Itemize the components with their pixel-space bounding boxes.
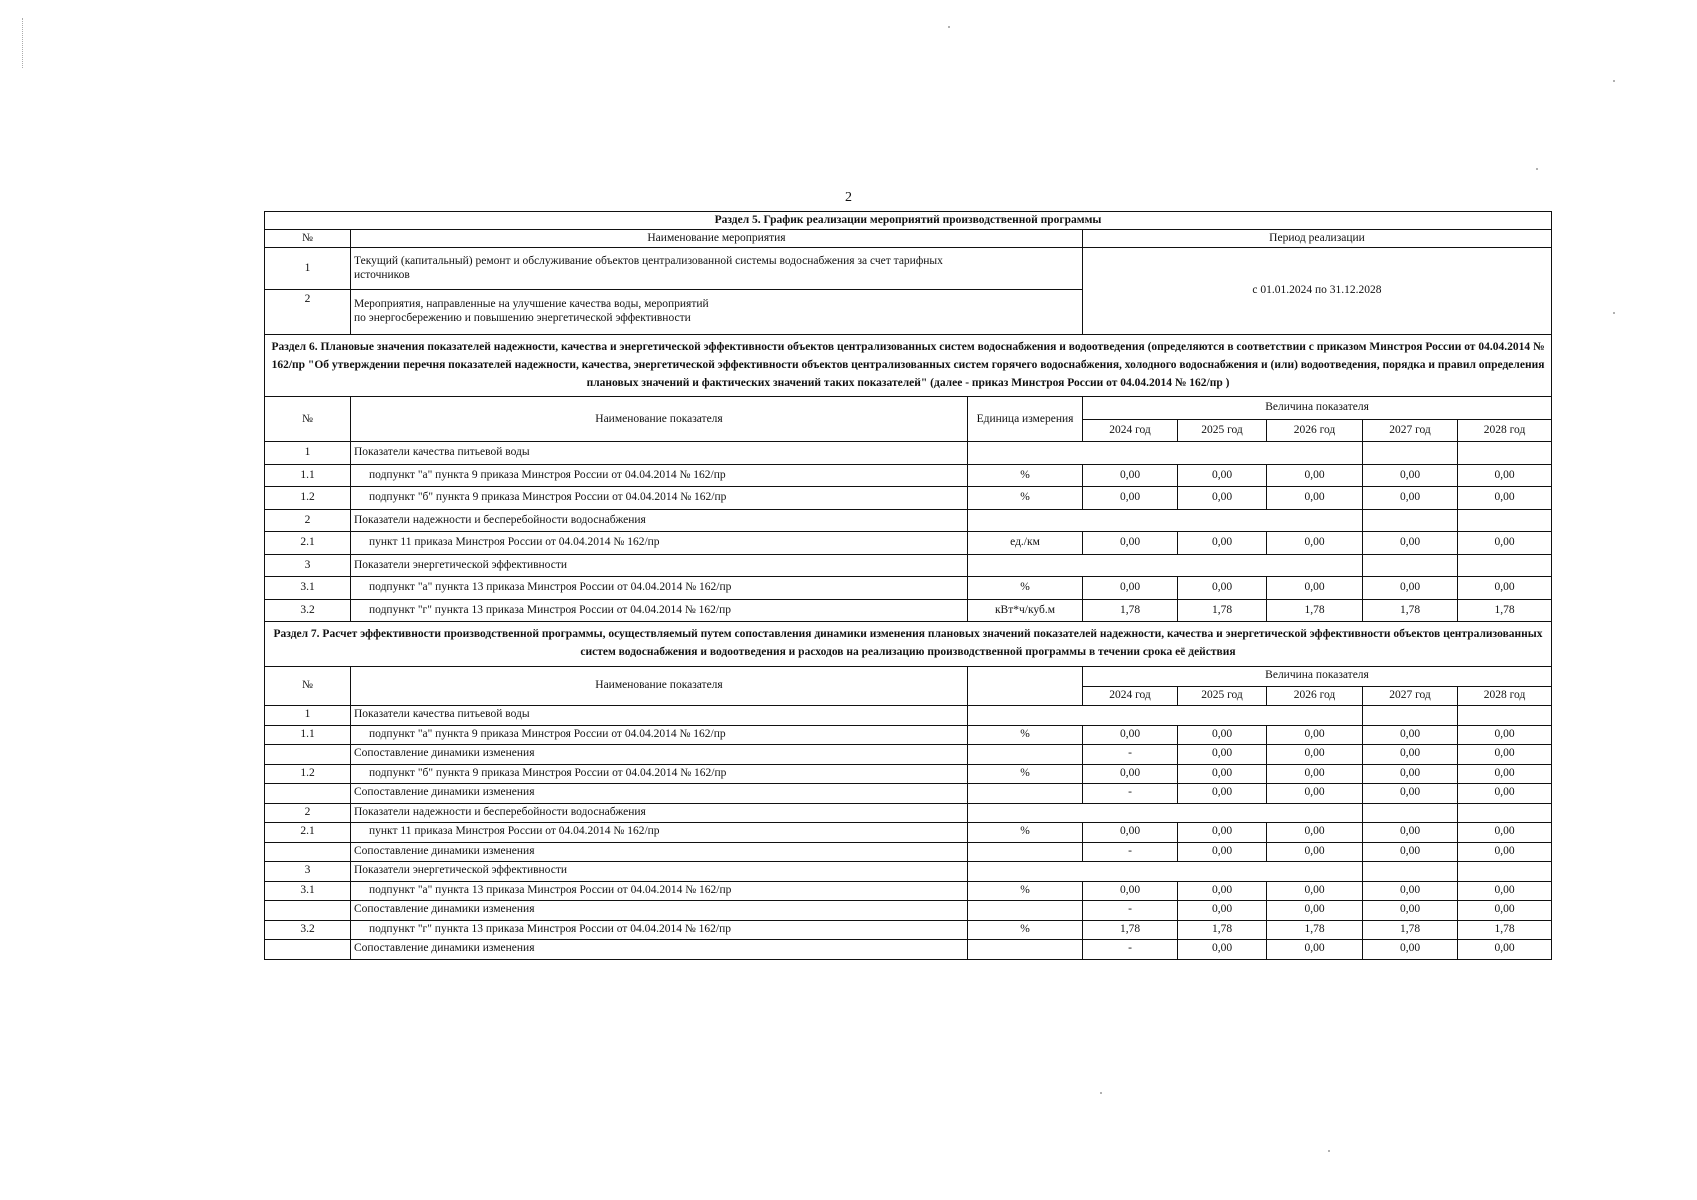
value-cell: 0,00 (1083, 725, 1178, 745)
value-cell: 0,00 (1458, 487, 1552, 510)
indicator-name: Сопоставление динамики изменения (351, 842, 968, 862)
value-cell: 0,00 (1363, 577, 1458, 600)
section7-title: Раздел 7. Расчет эффективности производственной программы, осуществляемый путем сопоставления динамики изменения плановых значений показателей надежности, качества и энергетической эффективности объектов централизованных систем водоснабжения и водоотведения и расходов на реализацию производственной программы в течении срока её действия (265, 622, 1552, 666)
indicator-row (265, 532, 1552, 555)
indicator-row (265, 764, 1552, 784)
section6-col-unit: Единица измерения (968, 397, 1083, 442)
section6-col-name: Наименование показателя (351, 397, 968, 442)
row-number: 1.2 (265, 764, 351, 784)
value-cell: 0,00 (1178, 940, 1267, 960)
indicator-name: подпункт "а" пункта 9 приказа Минстроя России от 04.04.2014 № 162/пр (351, 725, 968, 745)
unit-cell (968, 901, 1083, 921)
value-cell: 0,00 (1083, 577, 1178, 600)
value-cell: 0,00 (1267, 764, 1363, 784)
value-cell: 0,00 (1267, 784, 1363, 804)
value-cell: 0,00 (1267, 745, 1363, 765)
section6-year-header: 2026 год (1267, 419, 1363, 442)
section5-title: Раздел 5. График реализации мероприятий производственной программы (265, 212, 1552, 230)
section6-col-no: № (265, 397, 351, 442)
group-row (265, 706, 1552, 726)
indicator-name: пункт 11 приказа Минстроя России от 04.04.2014 № 162/пр (351, 532, 968, 555)
value-cell: 0,00 (1363, 881, 1458, 901)
indicator-name: пункт 11 приказа Минстроя России от 04.04.2014 № 162/пр (351, 823, 968, 843)
row-number (265, 745, 351, 765)
value-cell: 1,78 (1363, 920, 1458, 940)
value-cell: 0,00 (1458, 464, 1552, 487)
value-cell: 1,78 (1178, 920, 1267, 940)
row-number: 2 (265, 803, 351, 823)
value-cell: 0,00 (1363, 764, 1458, 784)
row-number: 1.1 (265, 725, 351, 745)
indicator-name: подпункт "б" пункта 9 приказа Минстроя России от 04.04.2014 № 162/пр (351, 764, 968, 784)
value-cell: 0,00 (1083, 823, 1178, 843)
comparison-row (265, 745, 1552, 765)
scan-speck (1613, 80, 1615, 82)
value-cell: - (1083, 842, 1178, 862)
section7-year-header: 2026 год (1267, 686, 1363, 706)
unit-cell: % (968, 920, 1083, 940)
indicator-name: Сопоставление динамики изменения (351, 784, 968, 804)
value-cell: 0,00 (1267, 823, 1363, 843)
indicator-name: подпункт "а" пункта 9 приказа Минстроя России от 04.04.2014 № 162/пр (351, 464, 968, 487)
value-cell: 0,00 (1178, 823, 1267, 843)
section7-col-value: Величина показателя (1083, 667, 1552, 687)
value-cell: 0,00 (1267, 842, 1363, 862)
comparison-row (265, 784, 1552, 804)
unit-cell: % (968, 764, 1083, 784)
group-filler (968, 554, 1363, 577)
unit-cell: % (968, 823, 1083, 843)
value-cell: 0,00 (1178, 487, 1267, 510)
section7-year-header: 2027 год (1363, 686, 1458, 706)
section7-year-header: 2025 год (1178, 686, 1267, 706)
page-number: 2 (845, 190, 852, 205)
value-cell: - (1083, 901, 1178, 921)
value-cell: 0,00 (1178, 745, 1267, 765)
value-cell: 0,00 (1267, 487, 1363, 510)
section7-col-name: Наименование показателя (351, 667, 968, 706)
section5-row-no: 1 (265, 248, 351, 290)
value-cell: 0,00 (1267, 940, 1363, 960)
unit-cell (968, 784, 1083, 804)
indicator-row (265, 464, 1552, 487)
value-cell: 0,00 (1458, 823, 1552, 843)
section7-col-no: № (265, 667, 351, 706)
value-cell: 0,00 (1363, 940, 1458, 960)
value-cell: 0,00 (1267, 577, 1363, 600)
indicator-name: Сопоставление динамики изменения (351, 745, 968, 765)
row-number: 3.1 (265, 577, 351, 600)
row-number (265, 842, 351, 862)
value-cell: 1,78 (1458, 599, 1552, 622)
row-number: 3 (265, 862, 351, 882)
value-cell: - (1083, 784, 1178, 804)
unit-cell: % (968, 464, 1083, 487)
value-cell: 1,78 (1083, 920, 1178, 940)
value-cell: 0,00 (1363, 784, 1458, 804)
comparison-row (265, 842, 1552, 862)
value-cell: 1,78 (1458, 920, 1552, 940)
section5-row-name-line2: источников (354, 268, 410, 281)
value-cell: 0,00 (1363, 532, 1458, 555)
section7-year-header: 2028 год (1458, 686, 1552, 706)
value-cell: 0,00 (1178, 764, 1267, 784)
scan-speck (1328, 1150, 1330, 1152)
value-cell: 0,00 (1363, 745, 1458, 765)
group-filler (968, 509, 1363, 532)
section5-row-no: 2 (265, 290, 351, 335)
value-cell: 0,00 (1178, 842, 1267, 862)
row-number: 1.2 (265, 487, 351, 510)
indicator-name: подпункт "а" пункта 13 приказа Минстроя России от 04.04.2014 № 162/пр (351, 881, 968, 901)
section6-body (265, 442, 1552, 622)
group-filler (968, 803, 1363, 823)
section7-body (265, 706, 1552, 960)
row-number: 2.1 (265, 532, 351, 555)
empty-cell (1363, 554, 1458, 577)
empty-cell (1458, 554, 1552, 577)
section6-year-header: 2025 год (1178, 419, 1267, 442)
indicator-name: подпункт "г" пункта 13 приказа Минстроя России от 04.04.2014 № 162/пр (351, 920, 968, 940)
section6-year-header: 2028 год (1458, 419, 1552, 442)
group-row (265, 442, 1552, 465)
group-row (265, 862, 1552, 882)
group-name: Показатели качества питьевой воды (351, 442, 968, 465)
section5-col-no: № (265, 230, 351, 248)
indicator-name: подпункт "а" пункта 13 приказа Минстроя России от 04.04.2014 № 162/пр (351, 577, 968, 600)
section6-title: Раздел 6. Плановые значения показателей надежности, качества и энергетической эффективности объектов централизованных систем водоснабжения и водоотведения (определяются в соответствии с приказом Минстроя России от 04.04.2014 № 162/пр "Об утверждении перечня показателей надежности, качества, энергетической эффективности объектов централизованных систем горячего водоснабжения, холодного водоснабжения и (или) водоотведения, порядка и правил определения плановых значений и фактических значений таких показателей" (далее - приказ Минстроя России от 04.04.2014 № 162/пр ) (265, 335, 1552, 397)
value-cell: 1,78 (1363, 599, 1458, 622)
value-cell: 0,00 (1458, 784, 1552, 804)
section5-row-name-line2: по энергосбережению и повышению энергетической эффективности (354, 312, 691, 324)
section5-period: с 01.01.2024 по 31.12.2028 (1083, 248, 1552, 335)
empty-cell (1458, 862, 1552, 882)
indicator-row (265, 577, 1552, 600)
group-name: Показатели энергетической эффективности (351, 862, 968, 882)
group-filler (968, 442, 1363, 465)
group-name: Показатели энергетической эффективности (351, 554, 968, 577)
value-cell: 1,78 (1178, 599, 1267, 622)
unit-cell: ед./км (968, 532, 1083, 555)
value-cell: 0,00 (1083, 532, 1178, 555)
value-cell: 1,78 (1083, 599, 1178, 622)
scan-speck (948, 26, 950, 28)
section7-table (264, 622, 1552, 959)
empty-cell (1458, 706, 1552, 726)
value-cell: 0,00 (1458, 532, 1552, 555)
empty-cell (1363, 706, 1458, 726)
indicator-row (265, 881, 1552, 901)
value-cell: 0,00 (1178, 901, 1267, 921)
section5-row-name (351, 290, 1083, 335)
indicator-row (265, 823, 1552, 843)
section7-year-header: 2024 год (1083, 686, 1178, 706)
section6-col-value: Величина показателя (1083, 397, 1552, 420)
value-cell: 0,00 (1363, 823, 1458, 843)
scan-margin-mark (22, 18, 25, 68)
value-cell: 0,00 (1178, 577, 1267, 600)
empty-cell (1363, 862, 1458, 882)
group-name: Показатели надежности и бесперебойности водоснабжения (351, 509, 968, 532)
group-row (265, 509, 1552, 532)
value-cell: 0,00 (1083, 464, 1178, 487)
row-number (265, 784, 351, 804)
value-cell: 0,00 (1458, 725, 1552, 745)
section5-row-name-line1: Текущий (капитальный) ремонт и обслуживание объектов централизованной системы водоснабжения за счет тарифных (354, 254, 943, 267)
value-cell: 0,00 (1178, 532, 1267, 555)
value-cell: 0,00 (1363, 725, 1458, 745)
row-number: 3.1 (265, 881, 351, 901)
document-sheet (264, 211, 1551, 960)
row-number: 3 (265, 554, 351, 577)
value-cell: 1,78 (1267, 599, 1363, 622)
group-row (265, 803, 1552, 823)
value-cell: - (1083, 745, 1178, 765)
indicator-row (265, 725, 1552, 745)
value-cell: 0,00 (1267, 901, 1363, 921)
value-cell: 0,00 (1267, 881, 1363, 901)
empty-cell (1363, 442, 1458, 465)
value-cell: 0,00 (1083, 487, 1178, 510)
indicator-row (265, 920, 1552, 940)
row-number: 3.2 (265, 920, 351, 940)
value-cell: 0,00 (1178, 784, 1267, 804)
value-cell: 0,00 (1178, 464, 1267, 487)
section5-row-name-line1: Мероприятия, направленные на улучшение качества воды, мероприятий (354, 298, 709, 311)
empty-cell (1363, 509, 1458, 532)
indicator-row (265, 487, 1552, 510)
row-number: 3.2 (265, 599, 351, 622)
group-name: Показатели качества питьевой воды (351, 706, 968, 726)
section7-col-unit (968, 667, 1083, 706)
value-cell: 0,00 (1363, 487, 1458, 510)
group-name: Показатели надежности и бесперебойности водоснабжения (351, 803, 968, 823)
row-number (265, 901, 351, 921)
value-cell: 1,78 (1267, 920, 1363, 940)
section5-col-name: Наименование мероприятия (351, 230, 1083, 248)
unit-cell: % (968, 881, 1083, 901)
unit-cell: % (968, 725, 1083, 745)
row-number: 2 (265, 509, 351, 532)
empty-cell (1458, 442, 1552, 465)
indicator-name: подпункт "б" пункта 9 приказа Минстроя России от 04.04.2014 № 162/пр (351, 487, 968, 510)
scan-speck (1100, 1092, 1102, 1094)
scan-speck (1613, 312, 1615, 314)
value-cell: 0,00 (1458, 940, 1552, 960)
indicator-name: подпункт "г" пункта 13 приказа Минстроя России от 04.04.2014 № 162/пр (351, 599, 968, 622)
section6-year-header: 2024 год (1083, 419, 1178, 442)
indicator-name: Сопоставление динамики изменения (351, 940, 968, 960)
row-number: 2.1 (265, 823, 351, 843)
value-cell: 0,00 (1178, 881, 1267, 901)
value-cell: 0,00 (1083, 881, 1178, 901)
group-filler (968, 706, 1363, 726)
unit-cell (968, 940, 1083, 960)
section6-year-header: 2027 год (1363, 419, 1458, 442)
row-number (265, 940, 351, 960)
value-cell: 0,00 (1363, 842, 1458, 862)
value-cell: 0,00 (1267, 725, 1363, 745)
empty-cell (1458, 509, 1552, 532)
value-cell: - (1083, 940, 1178, 960)
value-cell: 0,00 (1458, 881, 1552, 901)
group-row (265, 554, 1552, 577)
value-cell: 0,00 (1458, 842, 1552, 862)
empty-cell (1458, 803, 1552, 823)
unit-cell: кВт*ч/куб.м (968, 599, 1083, 622)
comparison-row (265, 940, 1552, 960)
value-cell: 0,00 (1458, 745, 1552, 765)
row-number: 1 (265, 442, 351, 465)
scan-speck (1536, 168, 1538, 170)
comparison-row (265, 901, 1552, 921)
value-cell: 0,00 (1267, 532, 1363, 555)
indicator-name: Сопоставление динамики изменения (351, 901, 968, 921)
value-cell: 0,00 (1083, 764, 1178, 784)
indicator-row (265, 599, 1552, 622)
value-cell: 0,00 (1363, 464, 1458, 487)
empty-cell (1363, 803, 1458, 823)
value-cell: 0,00 (1267, 464, 1363, 487)
value-cell: 0,00 (1363, 901, 1458, 921)
value-cell: 0,00 (1458, 901, 1552, 921)
unit-cell (968, 842, 1083, 862)
section5-table (264, 211, 1552, 335)
row-number: 1 (265, 706, 351, 726)
value-cell: 0,00 (1458, 764, 1552, 784)
group-filler (968, 862, 1363, 882)
unit-cell: % (968, 487, 1083, 510)
unit-cell (968, 745, 1083, 765)
unit-cell: % (968, 577, 1083, 600)
section5-col-period: Период реализации (1083, 230, 1552, 248)
section5-row-name (351, 248, 1083, 290)
value-cell: 0,00 (1178, 725, 1267, 745)
value-cell: 0,00 (1458, 577, 1552, 600)
row-number: 1.1 (265, 464, 351, 487)
section6-table (264, 335, 1552, 622)
